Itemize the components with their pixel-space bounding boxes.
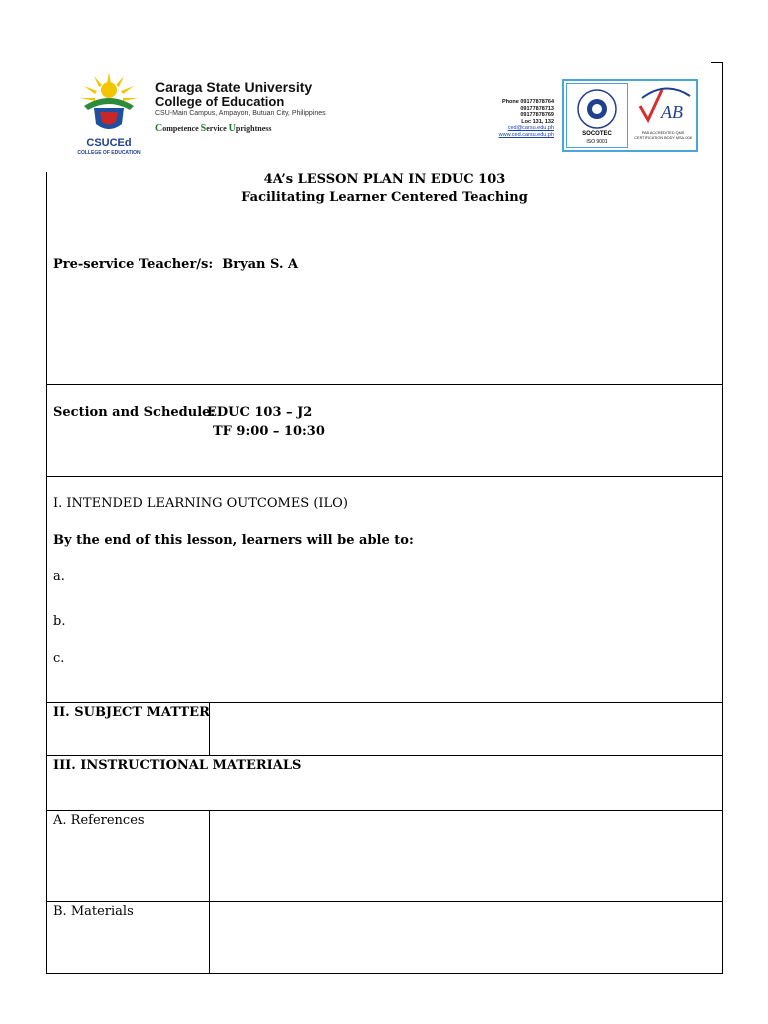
pab-caption: PAB ACCREDITED QMS CERTIFICATION BODY MSA-008 — [634, 131, 692, 140]
table-left-border — [46, 172, 47, 974]
college-name: College of Education — [155, 94, 285, 109]
row-divider — [46, 384, 723, 385]
contact-info — [470, 99, 554, 139]
materials-field[interactable] — [210, 902, 722, 973]
ilo-item-c: c. — [53, 651, 65, 666]
socotec-seal-icon — [576, 88, 618, 130]
iso-label: ISO 9001 — [586, 139, 608, 145]
section-value: EDUC 103 – J2 — [207, 405, 313, 420]
email-link[interactable]: ced@carsu.edu.ph — [507, 125, 554, 132]
svg-text:AB: AB — [661, 102, 683, 122]
svg-text:COLLEGE OF EDUCATION: COLLEGE OF EDUCATION — [77, 150, 141, 156]
phone-3: 09177878769 — [520, 112, 554, 119]
phone-2: 09177878713 — [520, 105, 554, 112]
phone-1: Phone 09177878764 — [502, 99, 554, 105]
instructional-materials-heading: III. INSTRUCTIONAL MATERIALS — [53, 758, 302, 773]
teacher-name: Bryan S. A — [222, 257, 299, 272]
university-motto: Competence Service Uprightness — [155, 123, 272, 134]
materials-label: B. Materials — [53, 904, 134, 919]
table-bottom-border — [46, 973, 723, 974]
pab-logo-icon — [632, 84, 694, 128]
college-address: CSU-Main Campus, Ampayon, Butuan City, Philippines — [155, 110, 326, 117]
teacher-label: Pre-service Teacher/s: — [53, 257, 214, 272]
section-label: Section and Schedule: — [53, 405, 216, 420]
schedule-value: TF 9:00 – 10:30 — [213, 424, 325, 439]
subject-matter-label: II. SUBJECT MATTER — [53, 705, 210, 720]
lesson-plan-title: 4A’s LESSON PLAN IN EDUC 103 — [263, 172, 506, 187]
ilo-heading: I. INTENDED LEARNING OUTCOMES (ILO) — [53, 496, 348, 511]
website-link[interactable]: www.ced.carsu.edu.ph — [498, 131, 554, 138]
ilo-intro: By the end of this lesson, learners will be able to: — [53, 533, 414, 548]
row-divider — [46, 755, 723, 756]
socotec-label: SOCOTEC — [582, 131, 612, 137]
row-divider — [46, 476, 723, 477]
csu-ced-logo — [68, 70, 150, 156]
pre-service-teacher — [53, 256, 298, 273]
references-field[interactable] — [210, 811, 722, 901]
svg-text:CSUCEd: CSUCEd — [86, 137, 132, 149]
local-numbers: Loc 131, 132 — [521, 118, 554, 125]
references-label: A. References — [53, 813, 145, 828]
lesson-plan-subtitle: Facilitating Learner Centered Teaching — [241, 190, 528, 205]
university-name: Caraga State University — [155, 79, 313, 95]
ilo-item-a: a. — [53, 569, 65, 584]
subject-matter-field[interactable] — [210, 703, 722, 755]
ilo-item-b: b. — [53, 614, 66, 629]
